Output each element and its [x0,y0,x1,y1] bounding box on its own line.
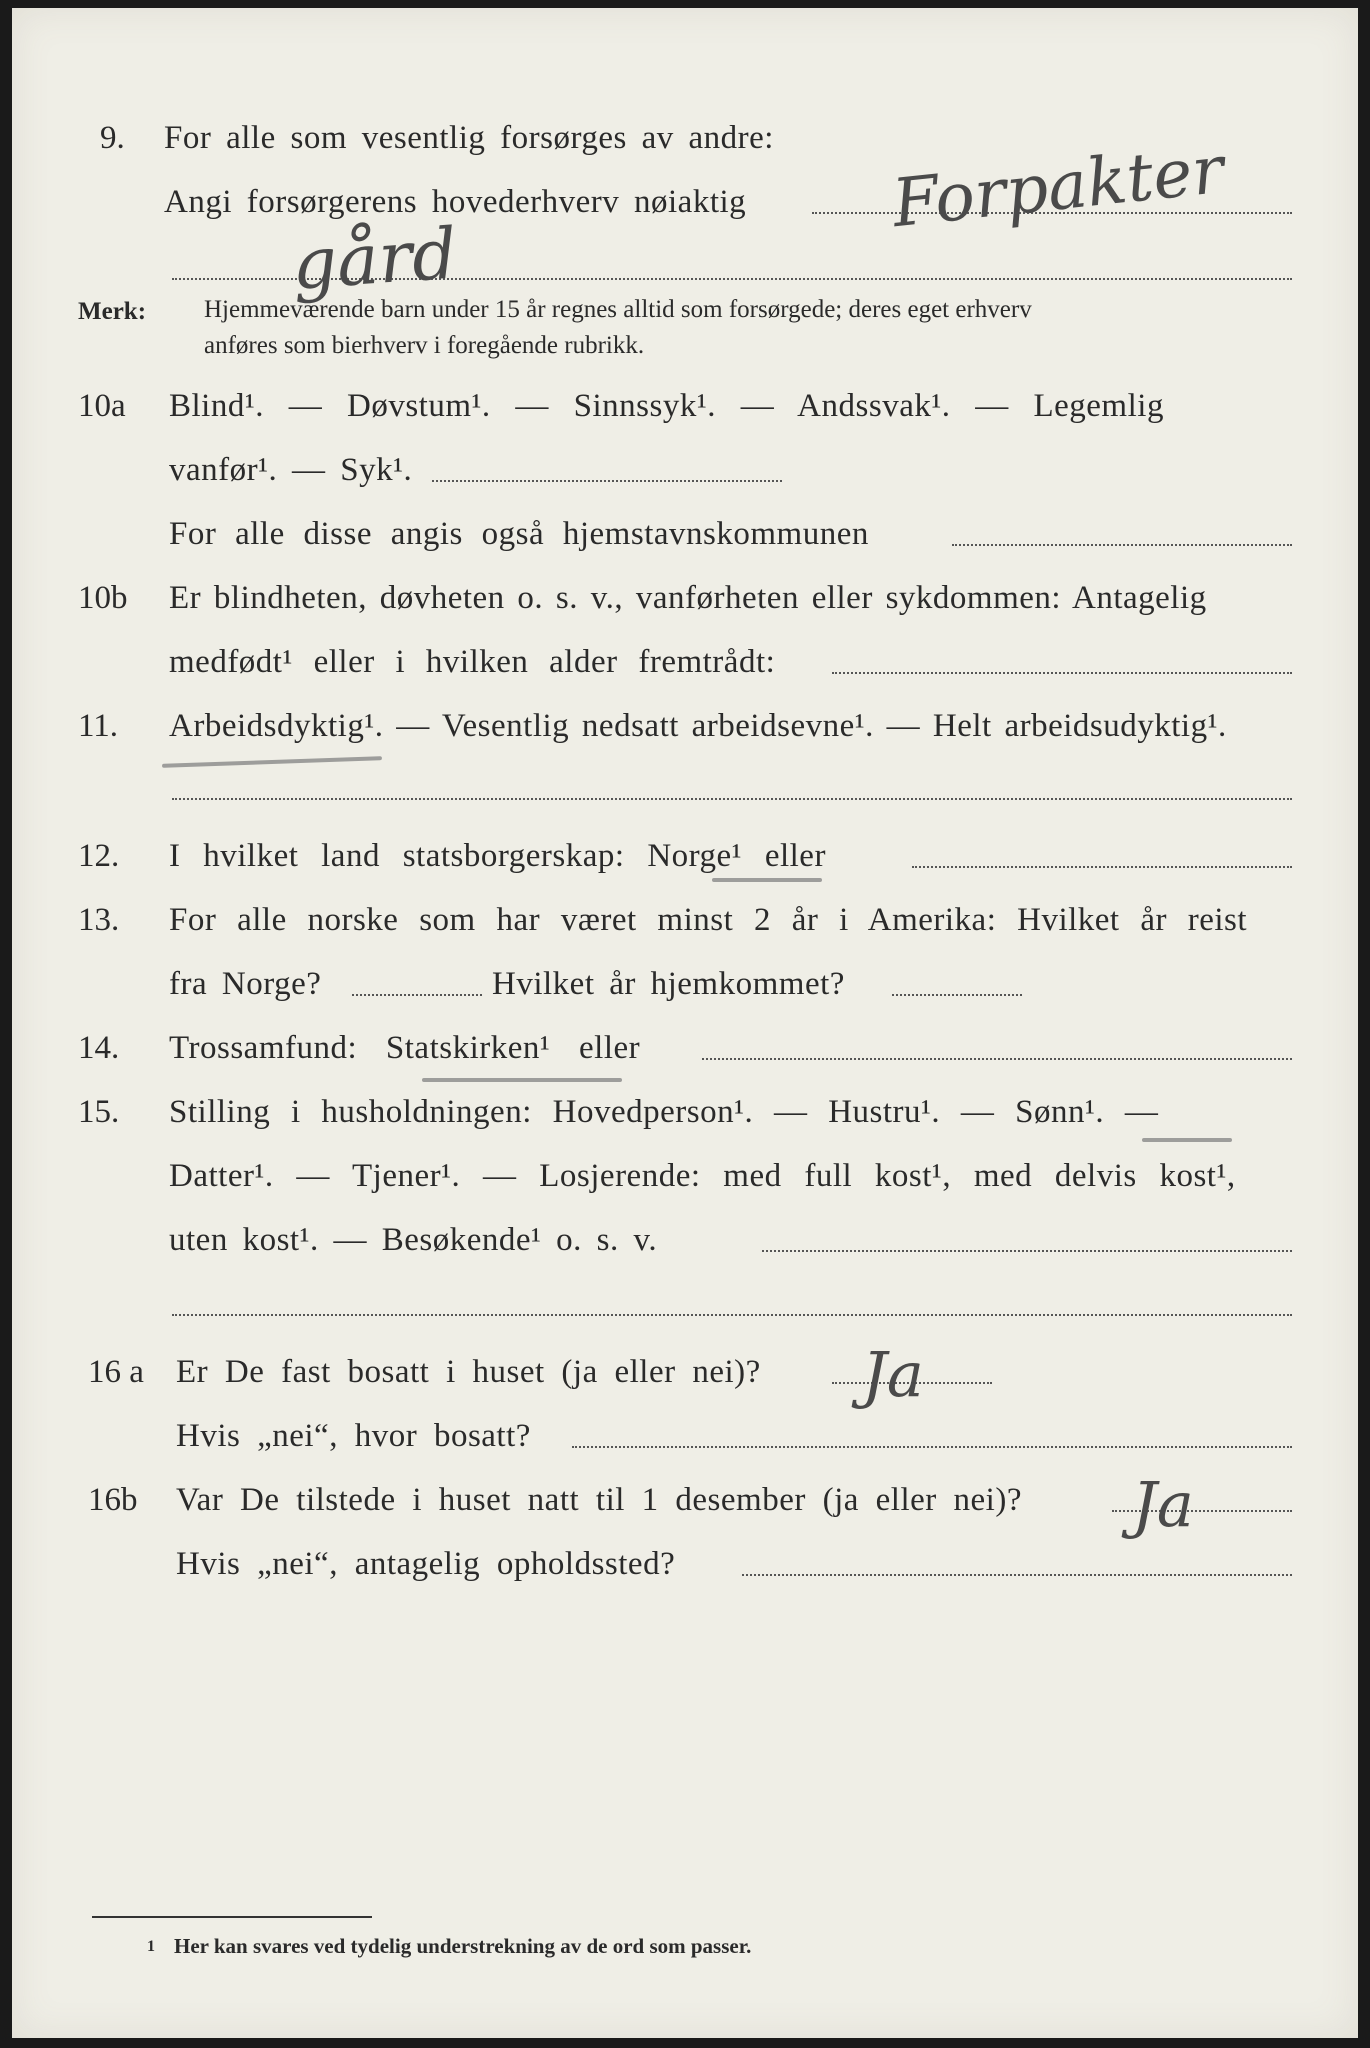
q13-hjemkommet-line [892,994,1022,996]
q16a-bosatt-line [572,1446,1292,1448]
q10a-line1: Blind¹. — Døvstum¹. — Sinnssyk¹. — Andssvak¹. — Legemlig [169,388,1164,424]
q16b-line1: Var De tilstede i huset natt til 1 desember (ja eller nei)? [176,1482,1022,1518]
q16a-line2: Hvis „nei“, hvor bosatt? [176,1418,531,1454]
q13-line2b: Hvilket år hjemkommet? [492,966,845,1002]
q10a-number: 10a [78,388,126,424]
q16b-handwritten-answer: Ja [1132,1468,1194,1541]
q9-line1: For alle som vesentlig forsørges av andre: [164,120,774,156]
q15-answer-line1 [762,1250,1292,1252]
q12-line1: I hvilket land statsborgerskap: Norge¹ eller [169,838,826,874]
q11-line1: Arbeidsdyktig¹. — Vesentlig nedsatt arbeidsevne¹. — Helt arbeidsudyktig¹. [169,708,1227,744]
q14-line1: Trossamfund: Statskirken¹ eller [169,1030,641,1066]
q13-line1: For alle norske som har været minst 2 år i Amerika: Hvilket år reist [169,902,1248,938]
q15-underline-sonn [1142,1138,1232,1142]
q14-underline-statskirken [422,1078,622,1082]
q9-number: 9. [100,120,125,156]
q12-underline-norge [712,878,822,882]
merk-label: Merk: [78,298,147,325]
q15-answer-line2 [172,1314,1292,1316]
merk-line2: anføres som bierhverv i foregående rubrikk. [204,332,645,359]
q11-number: 11. [78,708,119,744]
q16a-number: 16 a [88,1354,144,1390]
q12-answer-line [912,866,1292,868]
q10b-number: 10b [78,580,128,616]
q15-line2: Datter¹. — Tjener¹. — Losjerende: med full kost¹, med delvis kost¹, [169,1158,1236,1194]
q11-answer-line [172,798,1292,800]
q16a-line1: Er De fast bosatt i huset (ja eller nei)? [176,1354,761,1390]
q10b-line1: Er blindheten, døvheten o. s. v., vanførheten eller sykdommen: Antagelig [169,580,1207,616]
q16b-number: 16b [88,1482,138,1518]
merk-line1: Hjemmeværende barn under 15 år regnes alltid som forsørgede; deres eget erhverv [204,296,1032,323]
census-form-page [12,8,1358,2038]
q15-line3: uten kost¹. — Besøkende¹ o. s. v. [169,1222,658,1258]
q13-line2a: fra Norge? [169,966,322,1002]
q13-reist-line [352,994,482,996]
q10a-syk-line [432,480,782,482]
footnote-mark: 1 [147,1938,155,1955]
q10a-line2: vanfør¹. — Syk¹. [169,452,413,488]
q10a-hjemstavn-line [952,544,1292,546]
q16a-handwritten-answer: Ja [862,1338,924,1411]
q9-handwritten-answer2: gård [289,212,460,306]
q16b-opholdssted-line [742,1574,1292,1576]
q10b-answer-line [832,672,1292,674]
q9-line2: Angi forsørgerens hovederhverv nøiaktig [164,184,747,220]
q15-number: 15. [78,1094,120,1130]
q15-line1: Stilling i husholdningen: Hovedperson¹. — Hustru¹. — Sønn¹. — [169,1094,1159,1130]
q12-number: 12. [78,838,120,874]
footnote-text: Her kan svares ved tydelig understrekning av de ord som passer. [174,1934,752,1958]
q10b-line2: medfødt¹ eller i hvilken alder fremtrådt: [169,644,776,680]
q16b-line2: Hvis „nei“, antagelig opholdssted? [176,1546,676,1582]
q14-answer-line [702,1058,1292,1060]
q11-underline-arbeidsdyktig [162,756,382,768]
q14-number: 14. [78,1030,120,1066]
q10a-line3: For alle disse angis også hjemstavnskommunen [169,516,869,552]
q9-handwritten-answer1: Forpakter [888,130,1228,243]
q13-number: 13. [78,902,120,938]
footnote-rule [92,1916,372,1918]
